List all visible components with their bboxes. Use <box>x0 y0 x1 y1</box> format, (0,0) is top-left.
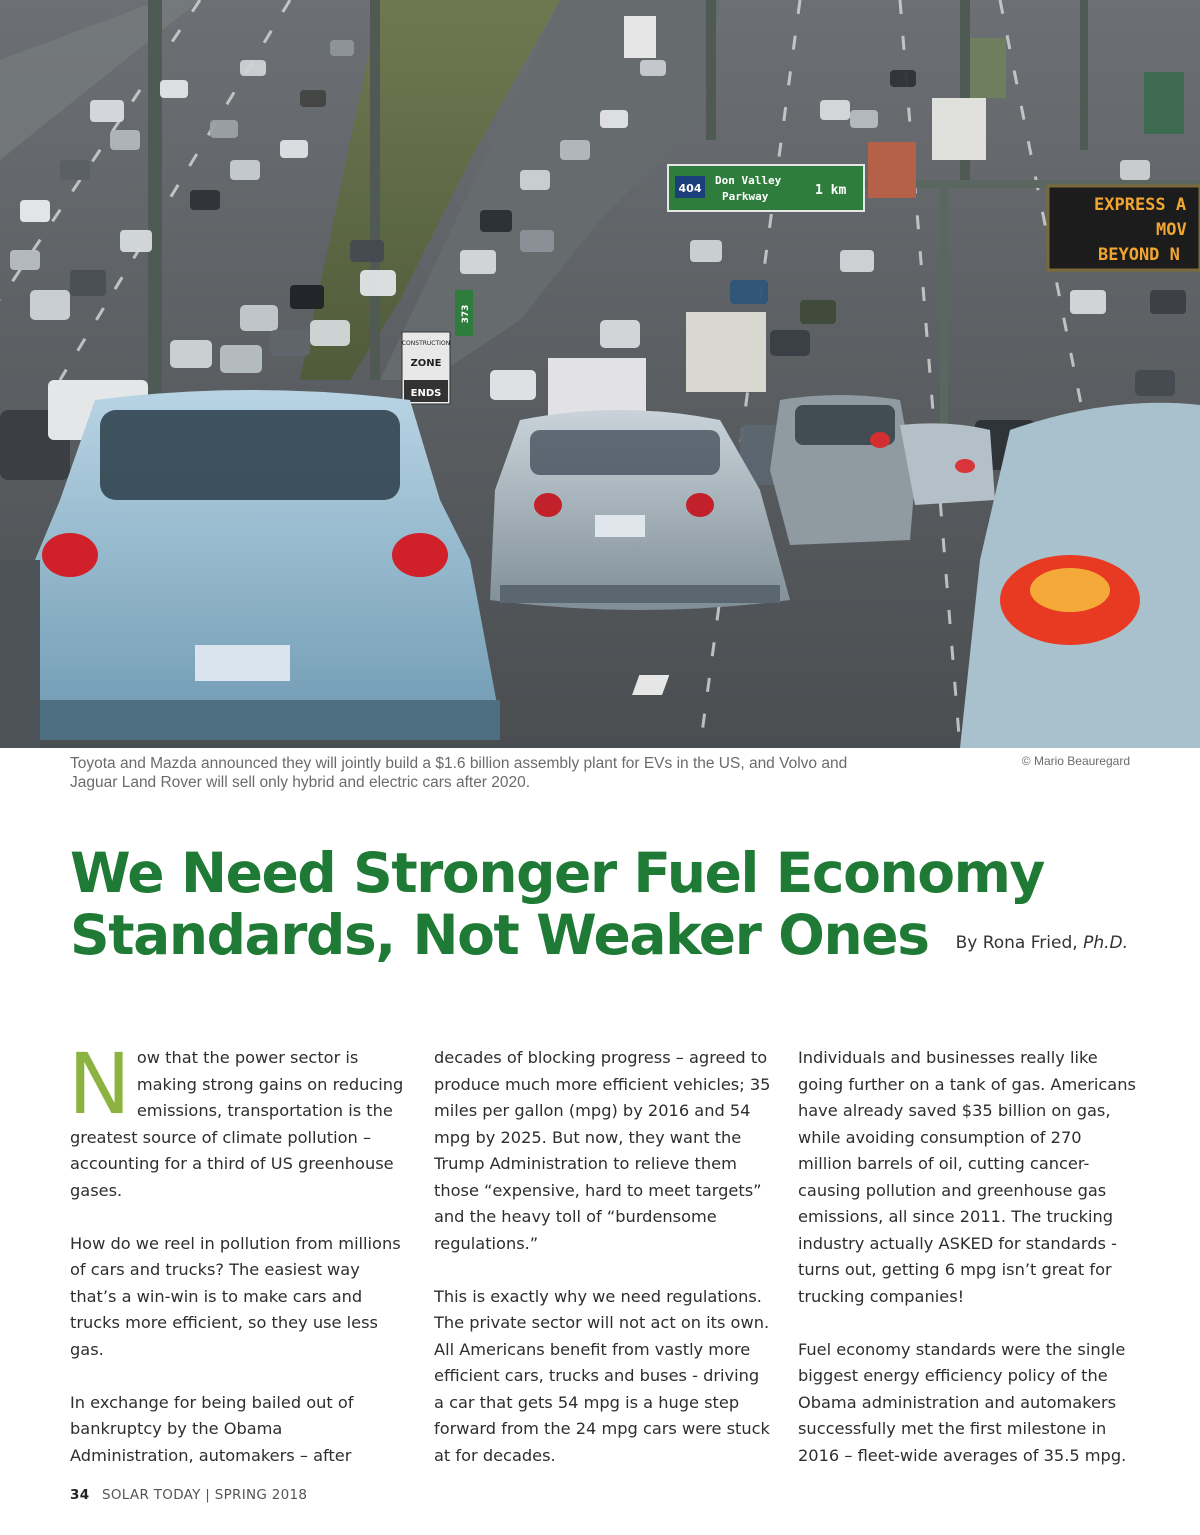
photo-caption: Toyota and Mazda announced they will jointly build a $1.6 billion assembly plant for EVs in the US, and Volvo and Jaguar Land Rover will sell only hybrid and electric cars after 2020. <box>70 755 848 791</box>
route-shield <box>455 290 473 336</box>
title-line-1: We Need Stronger Fuel Economy <box>70 841 1044 905</box>
byline-degree: Ph.D. <box>1083 933 1128 953</box>
shield-number: 373 <box>461 304 471 324</box>
route-sign <box>668 165 864 211</box>
publication-name: SOLAR TODAY <box>101 1487 201 1503</box>
paragraph-text: ow that the power sector is making strong gains on reducing emissions, transportation is the greatest source of climate pollution – accounting for a third of US greenhouse gases. <box>70 1048 404 1200</box>
express-line1: EXPRESS A <box>1094 195 1187 215</box>
photo-credit: © Mario Beauregard <box>1021 754 1130 768</box>
highway-illustration <box>0 0 1200 748</box>
construction-line1: CONSTRUCTION <box>401 340 451 347</box>
construction-sign <box>402 332 450 404</box>
paragraph <box>68 1035 410 1204</box>
body-column-1 <box>68 1035 410 1496</box>
article-title <box>70 842 1050 966</box>
paragraph: decades of blocking progress – agreed to produce much more efficient vehicles; 35 miles per gallon (mpg) by 2016 and 54 mpg by 2025. But now, they want the Trump Administration to relieve them those “expensive, hard to meet targets” and the heavy toll of “burdensome regulations.” <box>434 1048 771 1253</box>
paragraph: Individuals and businesses really like going further on a tank of gas. Americans have already saved $35 billion on gas, while avoiding consumption of 270 million barrels of oil, cutting cancer-causing pollution and greenhouse gas emissions, all since 2011. The trucking industry actually ASKED for standards - turns out, getting 6 mpg isn’t great for trucking companies! <box>798 1048 1136 1306</box>
title-line-2: Standards, Not Weaker Ones <box>70 903 929 967</box>
route-distance: 1 km <box>815 183 847 198</box>
construction-line2: ZONE <box>410 358 442 369</box>
page-number: 34 <box>70 1487 90 1503</box>
route-number: 404 <box>678 182 702 195</box>
body-column-2 <box>434 1045 774 1496</box>
byline-author: By Rona Fried, <box>955 933 1078 953</box>
issue-date: SPRING 2018 <box>214 1487 308 1503</box>
footer-separator: | <box>205 1487 211 1503</box>
paragraph: Fuel economy standards were the single biggest energy efficiency policy of the Obama administration and automakers successfully met the first milestone in 2016 – fleet-wide averages of 35.5 mpg. <box>798 1339 1127 1465</box>
body-column-3 <box>798 1045 1138 1496</box>
paragraph: How do we reel in pollution from millions of cars and trucks? The easiest way that’s a win-win is to make cars and trucks more efficient, so they use less gas. <box>70 1233 401 1359</box>
construction-line3: ENDS <box>410 388 442 399</box>
paragraph: This is exactly why we need regulations. The private sector will not act on its own. All Americans benefit from vastly more efficient cars, trucks and buses - driving a car that gets 54 mpg is a huge step forward from the 24 mpg cars were stuck at for decades. <box>434 1286 770 1465</box>
drop-cap: N <box>68 1035 131 1133</box>
route-name-line1: Don Valley <box>715 174 782 187</box>
express-line3: BEYOND N <box>1098 245 1180 265</box>
page-footer <box>70 1487 307 1503</box>
express-sign <box>1048 186 1200 270</box>
route-name-line2: Parkway <box>722 190 769 203</box>
byline <box>956 933 1128 953</box>
highway-photo <box>0 0 1200 748</box>
paragraph: In exchange for being bailed out of bankruptcy by the Obama Administration, automakers – after <box>70 1392 354 1465</box>
express-line2: MOV <box>1156 220 1187 240</box>
